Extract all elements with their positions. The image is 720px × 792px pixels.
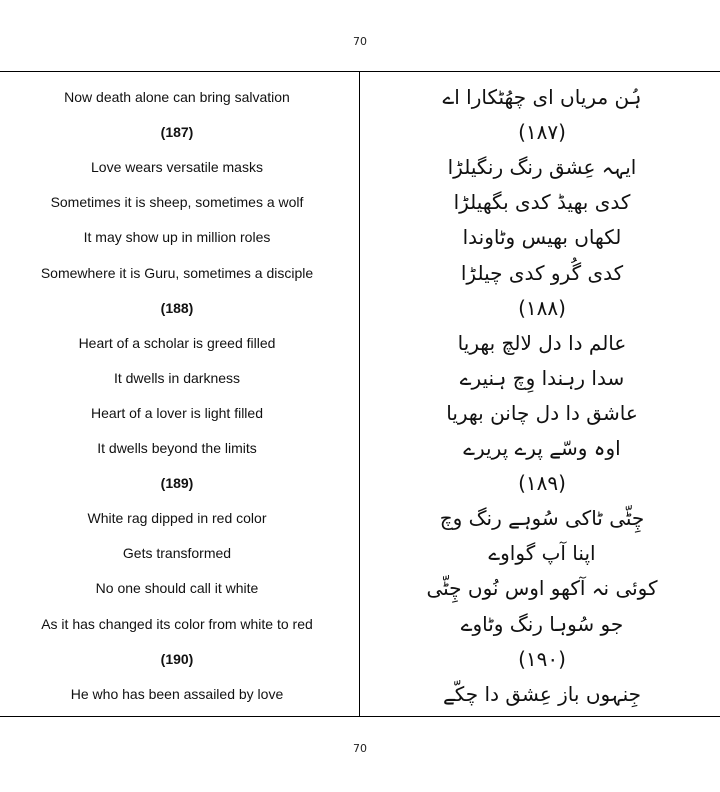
verse-row xyxy=(0,677,720,711)
english-line: No one should call it white xyxy=(95,580,259,597)
english-line: It dwells beyond the limits xyxy=(97,440,257,456)
english-verse-number: (189) xyxy=(160,475,194,492)
verse-row xyxy=(0,396,720,430)
english-line: White rag dipped in red color xyxy=(87,510,267,527)
verse-row xyxy=(0,361,720,395)
english-line: He who has been assailed by love xyxy=(70,685,284,702)
punjabi-line: سدا رہندا وِچ ہنیرے xyxy=(459,365,625,390)
punjabi-line: کدی بھیڈ کدی بگھیلڑا xyxy=(453,190,631,215)
english-line: It may show up in million roles xyxy=(83,229,271,246)
punjabi-verse-number: (۱۸۷) xyxy=(518,120,566,145)
verse-number-row xyxy=(0,466,720,500)
verse-row xyxy=(0,536,720,570)
english-line: Gets transformed xyxy=(122,545,232,562)
verse-number-row xyxy=(0,115,720,149)
punjabi-line: جِنہوں باز عِشق دا چکّے xyxy=(443,681,641,706)
verse-row xyxy=(0,220,720,254)
punjabi-line: اپنا آپ گواوے xyxy=(488,541,596,566)
punjabi-verse-number: (۱۸۹) xyxy=(518,471,566,496)
verse-row xyxy=(0,256,720,290)
english-line: Heart of a scholar is greed filled xyxy=(78,334,276,351)
punjabi-line: کدی گُرو کدی چیلڑا xyxy=(460,260,624,285)
english-verse-number: (187) xyxy=(160,124,194,141)
verse-row xyxy=(0,607,720,641)
verse-row xyxy=(0,150,720,184)
english-line: As it has changed its color from white to red xyxy=(41,615,313,632)
verse-row xyxy=(0,571,720,605)
verse-number-row xyxy=(0,642,720,676)
english-line: Love wears versatile masks xyxy=(91,159,263,176)
english-line: It dwells in darkness xyxy=(113,369,241,386)
top-rule xyxy=(0,71,720,72)
page-number-bottom: 70 xyxy=(353,742,367,755)
punjabi-line: کوئی نہ آکھو اوس نُوں چِٹّی xyxy=(426,576,658,601)
bottom-rule xyxy=(0,716,720,717)
verse-row xyxy=(0,326,720,360)
verse-row xyxy=(0,431,720,465)
english-verse-number: (188) xyxy=(160,299,194,316)
punjabi-line: ہُن مریاں ای چھُٹکارا اے xyxy=(442,85,642,109)
punjabi-line: عالم دا دل لالچ بھریا xyxy=(457,330,627,355)
english-line: Now death alone can bring salvation xyxy=(64,89,290,105)
english-line: Sometimes it is sheep, sometimes a wolf xyxy=(50,194,304,211)
english-verse-number: (190) xyxy=(160,650,194,667)
english-line: Somewhere it is Guru, sometimes a disciple xyxy=(40,264,314,281)
punjabi-line: عاشق دا دل چانن بھریا xyxy=(446,400,638,425)
verse-row xyxy=(0,80,720,114)
punjabi-line: لکھاں بھیس وٹاوندا xyxy=(462,225,622,250)
verse-row xyxy=(0,185,720,219)
english-line: Heart of a lover is light filled xyxy=(91,404,263,421)
punjabi-line: جو سُوہا رنگ وٹاوے xyxy=(460,611,624,636)
verse-row xyxy=(0,501,720,535)
punjabi-line: اوہ وسّے پرے پریرے xyxy=(463,436,621,460)
page-number-top: 70 xyxy=(353,35,367,48)
punjabi-verse-number: (۱۹۰) xyxy=(518,646,566,671)
punjabi-verse-number: (۱۸۸) xyxy=(518,295,566,320)
verse-number-row xyxy=(0,291,720,325)
punjabi-line: چِٹّی ٹاکی سُوہے رنگ وچ xyxy=(439,506,645,531)
punjabi-line: ایہہ عِشق رنگ رنگیلڑا xyxy=(447,155,637,180)
